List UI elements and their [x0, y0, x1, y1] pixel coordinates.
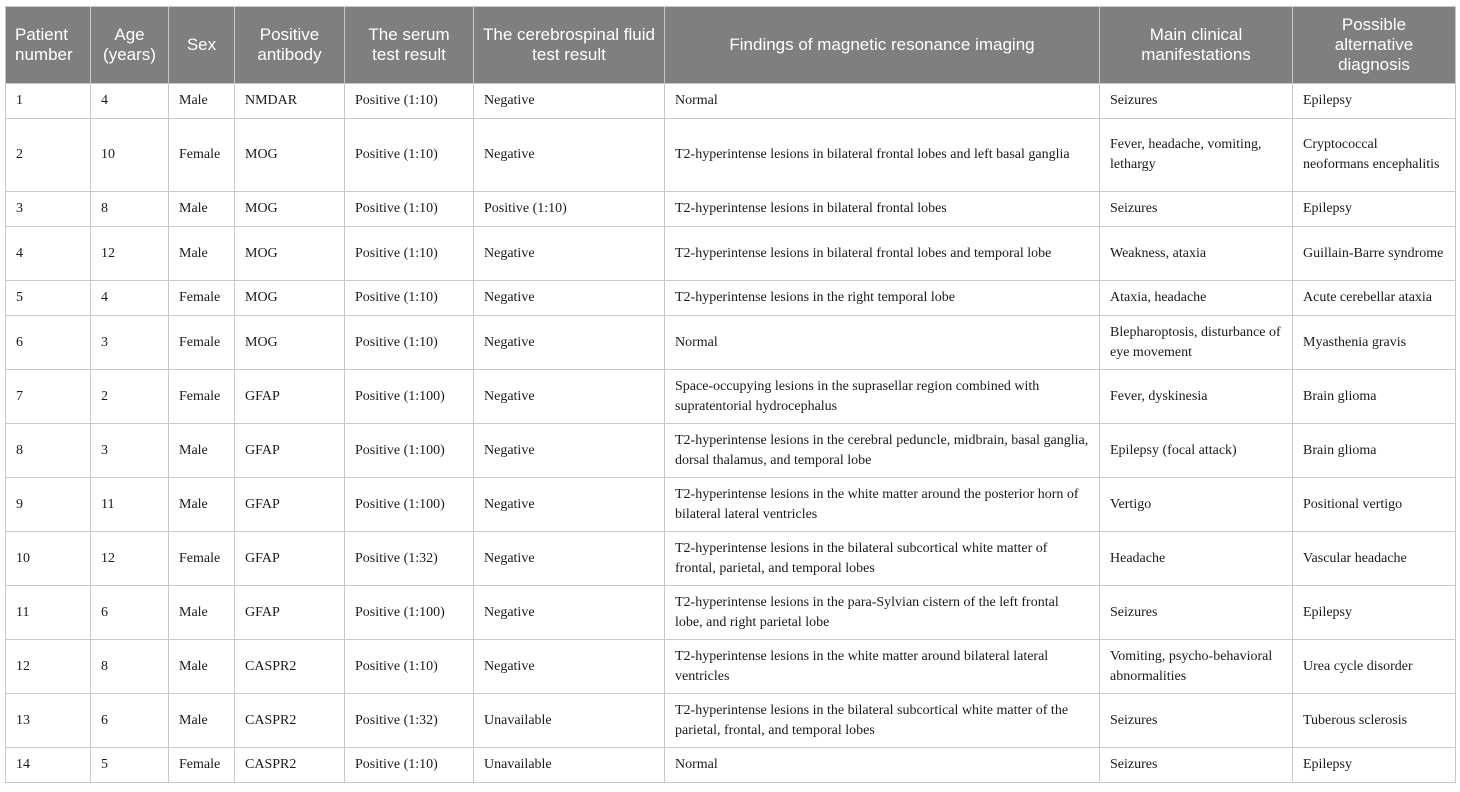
age-cell: 5: [91, 748, 169, 783]
patient-number-cell: 9: [6, 478, 91, 532]
sex-cell: Male: [169, 478, 235, 532]
age-cell: 12: [91, 227, 169, 281]
mri-findings-cell: Normal: [665, 316, 1100, 370]
table-header-row: [6, 7, 1456, 84]
mri-findings-cell: T2-hyperintense lesions in the white matter around bilateral lateral ventricles: [665, 640, 1100, 694]
sex-cell: Female: [169, 748, 235, 783]
alternative-diagnosis-cell: Urea cycle disorder: [1293, 640, 1456, 694]
antibody-cell: GFAP: [235, 478, 345, 532]
patient-number-cell: 14: [6, 748, 91, 783]
clinical-manifestations-cell: Vomiting, psycho-behavioral abnormalities: [1100, 640, 1293, 694]
sex-cell: Female: [169, 370, 235, 424]
patient-table: [5, 6, 1456, 783]
header-patient-number: Patient number: [6, 7, 91, 84]
age-cell: 8: [91, 192, 169, 227]
patient-number-cell: 12: [6, 640, 91, 694]
csf-result-cell: Negative: [474, 370, 665, 424]
mri-findings-cell: T2-hyperintense lesions in bilateral frontal lobes and left basal ganglia: [665, 119, 1100, 192]
sex-cell: Male: [169, 227, 235, 281]
age-cell: 10: [91, 119, 169, 192]
mri-findings-cell: T2-hyperintense lesions in the para-Sylvian cistern of the left frontal lobe, and right parietal lobe: [665, 586, 1100, 640]
antibody-cell: CASPR2: [235, 748, 345, 783]
header-mri-findings: Findings of magnetic resonance imaging: [665, 7, 1100, 84]
csf-result-cell: Negative: [474, 119, 665, 192]
age-cell: 2: [91, 370, 169, 424]
mri-findings-cell: Normal: [665, 84, 1100, 119]
age-cell: 3: [91, 316, 169, 370]
serum-result-cell: Positive (1:10): [345, 640, 474, 694]
clinical-manifestations-cell: Epilepsy (focal attack): [1100, 424, 1293, 478]
alternative-diagnosis-cell: Cryptococcal neoformans encephalitis: [1293, 119, 1456, 192]
clinical-manifestations-cell: Seizures: [1100, 84, 1293, 119]
alternative-diagnosis-cell: Acute cerebellar ataxia: [1293, 281, 1456, 316]
clinical-manifestations-cell: Blepharoptosis, disturbance of eye movement: [1100, 316, 1293, 370]
patient-number-cell: 10: [6, 532, 91, 586]
csf-result-cell: Positive (1:10): [474, 192, 665, 227]
sex-cell: Female: [169, 532, 235, 586]
table-row: [6, 748, 1456, 783]
antibody-cell: GFAP: [235, 370, 345, 424]
mri-findings-cell: Normal: [665, 748, 1100, 783]
sex-cell: Male: [169, 84, 235, 119]
serum-result-cell: Positive (1:10): [345, 281, 474, 316]
table-row: [6, 84, 1456, 119]
alternative-diagnosis-cell: Epilepsy: [1293, 192, 1456, 227]
mri-findings-cell: T2-hyperintense lesions in bilateral frontal lobes: [665, 192, 1100, 227]
alternative-diagnosis-cell: Epilepsy: [1293, 586, 1456, 640]
alternative-diagnosis-cell: Epilepsy: [1293, 84, 1456, 119]
sex-cell: Female: [169, 119, 235, 192]
header-serum-test-result: The serum test result: [345, 7, 474, 84]
sex-cell: Male: [169, 424, 235, 478]
header-csf-test-result: The cerebrospinal fluid test result: [474, 7, 665, 84]
table-row: [6, 694, 1456, 748]
antibody-cell: GFAP: [235, 424, 345, 478]
header-positive-antibody: Positive antibody: [235, 7, 345, 84]
age-cell: 4: [91, 281, 169, 316]
mri-findings-cell: T2-hyperintense lesions in the cerebral peduncle, midbrain, basal ganglia, dorsal thalamus, and temporal lobe: [665, 424, 1100, 478]
serum-result-cell: Positive (1:10): [345, 316, 474, 370]
alternative-diagnosis-cell: Positional vertigo: [1293, 478, 1456, 532]
patient-number-cell: 7: [6, 370, 91, 424]
csf-result-cell: Negative: [474, 281, 665, 316]
mri-findings-cell: T2-hyperintense lesions in the bilateral subcortical white matter of the parietal, frontal, and temporal lobes: [665, 694, 1100, 748]
age-cell: 6: [91, 586, 169, 640]
csf-result-cell: Negative: [474, 84, 665, 119]
serum-result-cell: Positive (1:32): [345, 694, 474, 748]
header-age: Age (years): [91, 7, 169, 84]
patient-number-cell: 11: [6, 586, 91, 640]
clinical-manifestations-cell: Fever, headache, vomiting, lethargy: [1100, 119, 1293, 192]
patient-number-cell: 13: [6, 694, 91, 748]
header-sex: Sex: [169, 7, 235, 84]
mri-findings-cell: Space-occupying lesions in the suprasellar region combined with supratentorial hydrocephalus: [665, 370, 1100, 424]
alternative-diagnosis-cell: Brain glioma: [1293, 424, 1456, 478]
clinical-manifestations-cell: Fever, dyskinesia: [1100, 370, 1293, 424]
table-row: [6, 227, 1456, 281]
clinical-manifestations-cell: Weakness, ataxia: [1100, 227, 1293, 281]
header-clinical-manifestations: Main clinical manifestations: [1100, 7, 1293, 84]
table-row: [6, 478, 1456, 532]
antibody-cell: CASPR2: [235, 640, 345, 694]
mri-findings-cell: T2-hyperintense lesions in the right temporal lobe: [665, 281, 1100, 316]
antibody-cell: GFAP: [235, 532, 345, 586]
csf-result-cell: Negative: [474, 532, 665, 586]
csf-result-cell: Negative: [474, 227, 665, 281]
age-cell: 11: [91, 478, 169, 532]
antibody-cell: NMDAR: [235, 84, 345, 119]
age-cell: 8: [91, 640, 169, 694]
patient-number-cell: 5: [6, 281, 91, 316]
alternative-diagnosis-cell: Myasthenia gravis: [1293, 316, 1456, 370]
clinical-manifestations-cell: Seizures: [1100, 748, 1293, 783]
patient-number-cell: 6: [6, 316, 91, 370]
antibody-cell: MOG: [235, 316, 345, 370]
table-body: [6, 84, 1456, 783]
antibody-cell: MOG: [235, 227, 345, 281]
table-row: [6, 424, 1456, 478]
serum-result-cell: Positive (1:10): [345, 119, 474, 192]
table-row: [6, 192, 1456, 227]
serum-result-cell: Positive (1:10): [345, 84, 474, 119]
sex-cell: Male: [169, 192, 235, 227]
antibody-cell: MOG: [235, 281, 345, 316]
csf-result-cell: Negative: [474, 586, 665, 640]
age-cell: 4: [91, 84, 169, 119]
alternative-diagnosis-cell: Brain glioma: [1293, 370, 1456, 424]
mri-findings-cell: T2-hyperintense lesions in bilateral frontal lobes and temporal lobe: [665, 227, 1100, 281]
csf-result-cell: Unavailable: [474, 694, 665, 748]
clinical-manifestations-cell: Seizures: [1100, 192, 1293, 227]
csf-result-cell: Unavailable: [474, 748, 665, 783]
csf-result-cell: Negative: [474, 640, 665, 694]
header-alternative-diagnosis: Possible alternative diagnosis: [1293, 7, 1456, 84]
csf-result-cell: Negative: [474, 316, 665, 370]
mri-findings-cell: T2-hyperintense lesions in the bilateral subcortical white matter of frontal, parietal, and temporal lobes: [665, 532, 1100, 586]
patient-number-cell: 4: [6, 227, 91, 281]
serum-result-cell: Positive (1:100): [345, 370, 474, 424]
csf-result-cell: Negative: [474, 478, 665, 532]
serum-result-cell: Positive (1:10): [345, 192, 474, 227]
alternative-diagnosis-cell: Epilepsy: [1293, 748, 1456, 783]
patient-number-cell: 3: [6, 192, 91, 227]
sex-cell: Female: [169, 281, 235, 316]
csf-result-cell: Negative: [474, 424, 665, 478]
age-cell: 3: [91, 424, 169, 478]
sex-cell: Male: [169, 640, 235, 694]
clinical-manifestations-cell: Seizures: [1100, 694, 1293, 748]
clinical-manifestations-cell: Ataxia, headache: [1100, 281, 1293, 316]
serum-result-cell: Positive (1:100): [345, 478, 474, 532]
clinical-manifestations-cell: Headache: [1100, 532, 1293, 586]
alternative-diagnosis-cell: Vascular headache: [1293, 532, 1456, 586]
serum-result-cell: Positive (1:10): [345, 748, 474, 783]
antibody-cell: MOG: [235, 119, 345, 192]
sex-cell: Male: [169, 694, 235, 748]
patient-number-cell: 2: [6, 119, 91, 192]
table-row: [6, 281, 1456, 316]
mri-findings-cell: T2-hyperintense lesions in the white matter around the posterior horn of bilateral lateral ventricles: [665, 478, 1100, 532]
sex-cell: Female: [169, 316, 235, 370]
serum-result-cell: Positive (1:32): [345, 532, 474, 586]
sex-cell: Male: [169, 586, 235, 640]
table-row: [6, 586, 1456, 640]
alternative-diagnosis-cell: Guillain-Barre syndrome: [1293, 227, 1456, 281]
serum-result-cell: Positive (1:10): [345, 227, 474, 281]
antibody-cell: GFAP: [235, 586, 345, 640]
antibody-cell: MOG: [235, 192, 345, 227]
serum-result-cell: Positive (1:100): [345, 424, 474, 478]
table-row: [6, 640, 1456, 694]
age-cell: 6: [91, 694, 169, 748]
clinical-manifestations-cell: Vertigo: [1100, 478, 1293, 532]
patient-number-cell: 1: [6, 84, 91, 119]
table-row: [6, 532, 1456, 586]
table-row: [6, 316, 1456, 370]
serum-result-cell: Positive (1:100): [345, 586, 474, 640]
age-cell: 12: [91, 532, 169, 586]
clinical-manifestations-cell: Seizures: [1100, 586, 1293, 640]
table-row: [6, 370, 1456, 424]
table-row: [6, 119, 1456, 192]
antibody-cell: CASPR2: [235, 694, 345, 748]
patient-number-cell: 8: [6, 424, 91, 478]
alternative-diagnosis-cell: Tuberous sclerosis: [1293, 694, 1456, 748]
